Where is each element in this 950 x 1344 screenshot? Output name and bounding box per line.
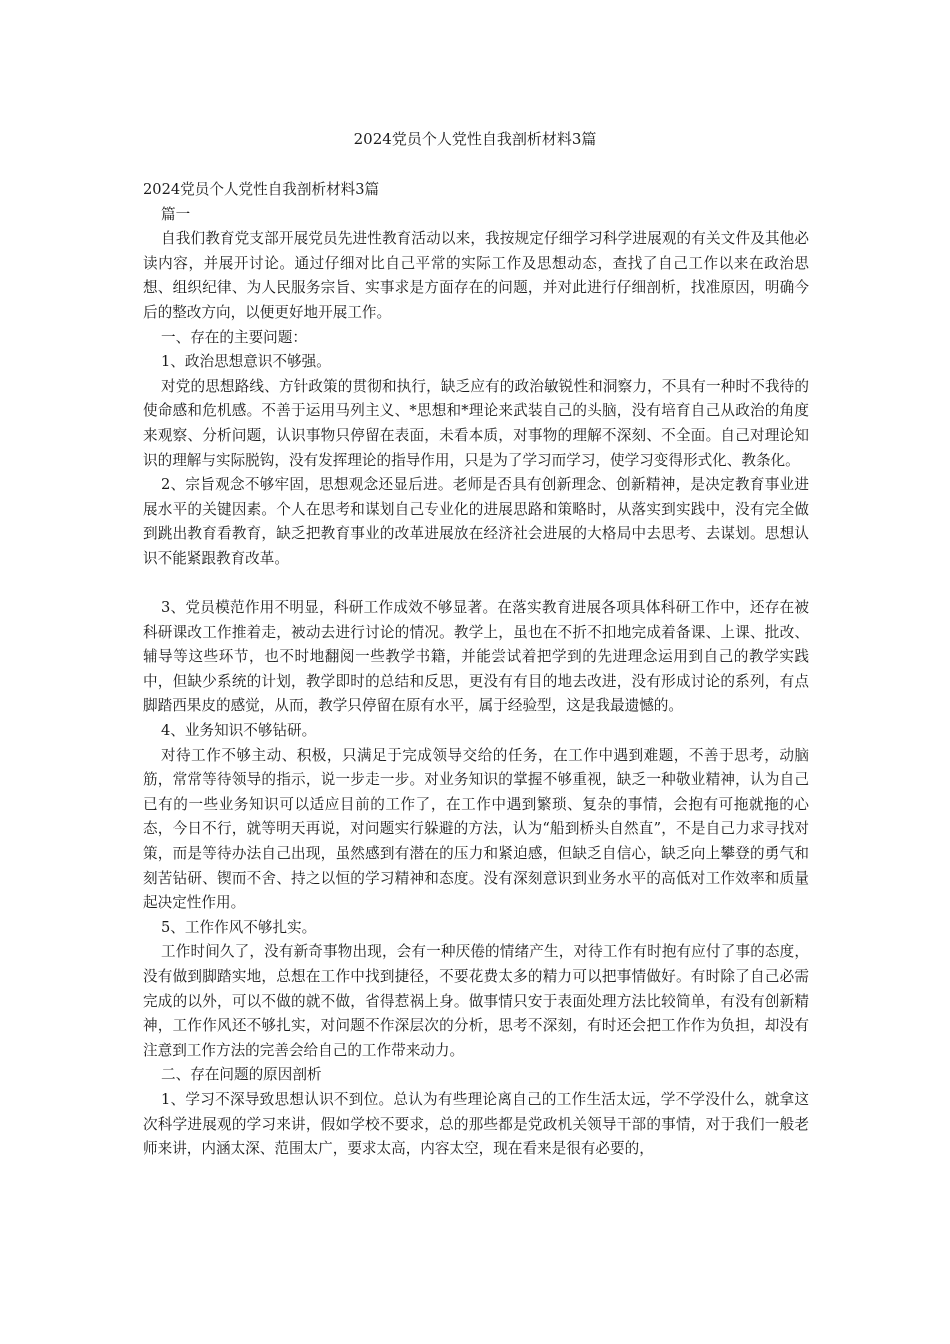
- item-heading: 4、业务知识不够钻研。: [161, 722, 317, 740]
- paragraph: 自我们教育党支部开展党员先进性教育活动以来，我按规定仔细学习科学进展观的有关文件及其他必读内容，并展开讨论。通过仔细对比自己平常的实际工作及思想动态，查找了自己工作以来在政治思想、组织纪律、为人民服务宗旨、实事求是方面存在的问题，并对此进行仔细剖析，找准原因，明确今后的整改方向，以便更好地开展工作。: [143, 230, 809, 321]
- paragraph: 对待工作不够主动、积极，只满足于完成领导交给的任务，在工作中遇到难题，不善于思考，动脑筋，常常等待领导的指示，说一步走一步。对业务知识的掌握不够重视，缺乏一种敬业精神，认为自己已有的一些业务知识可以适应目前的工作了，在工作中遇到繁琐、复杂的事情，会抱有可拖就拖的心态，今日不行，就等明天再说，对问题实行躲避的方法，认为“船到桥头自然直”，不是自己力求寻找对策，而是等待办法自己出现，虽然感到有潜在的压力和紧迫感，但缺乏自信心，缺乏向上攀登的勇气和刻苦钻研、锲而不舍、持之以恒的学习精神和态度。没有深刻意识到业务水平的高低对工作效率和质量起决定性作用。: [143, 746, 809, 912]
- section-heading: 一、存在的主要问题：: [161, 328, 307, 346]
- document-subtitle: 2024党员个人党性自我剖析材料3篇: [143, 181, 380, 198]
- paragraph: 工作时间久了，没有新奇事物出现，会有一种厌倦的情绪产生，对待工作有时抱有应付了事的态度，没有做到脚踏实地，总想在工作中找到捷径，不要花费太多的精力可以把事情做好。有时除了自己必需完成的以外，可以不做的就不做，省得惹祸上身。做事情只安于表面处理方法比较简单，有没有创新精神，工作作风还不够扎实，对问题不作深层次的分析，思考不深刻，有时还会把工作作为负担，却没有注意到工作方法的完善会给自己的工作带来动力。: [143, 943, 809, 1059]
- paragraph: 1、学习不深导致思想认识不到位。总认为有些理论离自己的工作生活太远，学不学没什么，就拿这次科学进展观的学习来讲，假如学校不要求，总的那些都是党政机关领导干部的事情，对于我们一般老师来讲，内涵太深、范围太广，要求太高，内容太空，现在看来是很有必要的，: [143, 1090, 809, 1158]
- paragraph: 3、党员模范作用不明显，科研工作成效不够显著。在落实教育进展各项具体科研工作中，还存在被科研课改工作推着走，被动去进行讨论的情况。教学上，虽也在不折不扣地完成着备课、上课、批改、辅导等这些环节，也不时地翻阅一些教学书籍，并能尝试着把学到的先进理念运用到自己的教学实践中，但缺少系统的计划，教学即时的总结和反思，更没有有目的地去改进，没有形成讨论的系列，有点脚踏西果皮的感觉，从而，教学只停留在原有水平，属于经验型，这是我最遗憾的。: [143, 599, 809, 715]
- section-heading: 二、存在问题的原因剖析: [161, 1066, 322, 1084]
- part-label: 篇一: [161, 205, 191, 223]
- item-heading: 5、工作作风不够扎实。: [161, 918, 317, 936]
- paragraph: 对党的思想路线、方针政策的贯彻和执行，缺乏应有的政治敏锐性和洞察力，不具有一种时不我待的使命感和危机感。不善于运用马列主义、*思想和*理论来武装自己的头脑，没有培育自己从政治的角度来观察、分析问题，认识事物只停留在表面，未看本质，对事物的理解不深刻、不全面。自己对理论知识的理解与实际脱钩，没有发挥理论的指导作用，只是为了学习而学习，使学习变得形式化、教条化。: [143, 377, 809, 469]
- document-body: [143, 178, 809, 1162]
- blank-line: [143, 572, 809, 597]
- item-heading: 1、政治思想意识不够强。: [161, 353, 331, 371]
- paragraph: 2、宗旨观念不够牢固，思想观念还显后进。老师是否具有创新理念、创新精神，是决定教育事业进展水平的关键因素。个人在思考和谋划自己专业化的进展思路和策略时，从落实到实践中，没有完全做到跳出教育看教育，缺乏把教育事业的改革进展放在经济社会进展的大格局中去思考、去谋划。思想认识不能紧跟教育改革。: [143, 476, 809, 567]
- page-title: 2024党员个人党性自我剖析材料3篇: [353, 130, 597, 148]
